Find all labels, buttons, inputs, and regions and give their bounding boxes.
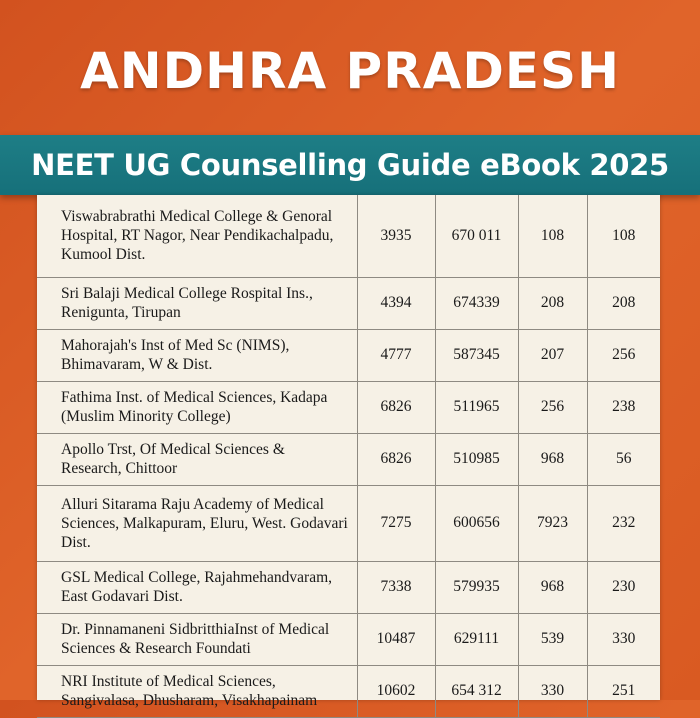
col-d-cell: 251 <box>587 665 660 717</box>
col-d-cell: 330 <box>587 613 660 665</box>
col-b-cell: 629111 <box>435 613 518 665</box>
table-row <box>37 277 660 329</box>
col-c-cell: 256 <box>518 381 587 433</box>
table-row <box>37 613 660 665</box>
table-row <box>37 665 660 717</box>
col-b-cell: 654 312 <box>435 665 518 717</box>
col-c-cell: 207 <box>518 329 587 381</box>
college-name-cell: Apollo Trst, Of Medical Sciences & Research, Chittoor <box>37 433 357 485</box>
col-a-cell: 7338 <box>357 561 435 613</box>
subtitle-banner <box>0 135 700 195</box>
col-a-cell: 10487 <box>357 613 435 665</box>
col-a-cell: 10602 <box>357 665 435 717</box>
col-c-cell: 968 <box>518 561 587 613</box>
col-c-cell: 7923 <box>518 485 587 561</box>
page-title: ANDHRA PRADESH <box>80 42 620 100</box>
col-d-cell: 108 <box>587 195 660 277</box>
college-name-cell: GSL Medical College, Rajahmehandvaram, East Godavari Dist. <box>37 561 357 613</box>
data-table <box>37 195 660 718</box>
col-c-cell: 539 <box>518 613 587 665</box>
col-a-cell: 7275 <box>357 485 435 561</box>
col-b-cell: 674339 <box>435 277 518 329</box>
college-name-cell: Viswabrabrathi Medical College & Genoral Hospital, RT Nagor, Near Pendikachalpadu, Kumool Dist. <box>37 195 357 277</box>
col-b-cell: 579935 <box>435 561 518 613</box>
college-table <box>37 195 660 709</box>
college-name-cell: Alluri Sitarama Raju Academy of Medical Sciences, Malkapuram, Eluru, West. Godavari Dist. <box>37 485 357 561</box>
col-b-cell: 600656 <box>435 485 518 561</box>
table-row <box>37 329 660 381</box>
col-d-cell: 56 <box>587 433 660 485</box>
col-d-cell: 256 <box>587 329 660 381</box>
col-c-cell: 108 <box>518 195 587 277</box>
college-name-cell: NRI Institute of Medical Sciences, Sangivalasa, Dhusharam, Visakhapainam <box>37 665 357 717</box>
banner-title: NEET UG Counselling Guide eBook 2025 <box>31 148 669 182</box>
col-d-cell: 208 <box>587 277 660 329</box>
col-b-cell: 511965 <box>435 381 518 433</box>
col-d-cell: 230 <box>587 561 660 613</box>
col-a-cell: 6826 <box>357 433 435 485</box>
col-c-cell: 208 <box>518 277 587 329</box>
col-a-cell: 4394 <box>357 277 435 329</box>
col-a-cell: 6826 <box>357 381 435 433</box>
college-name-cell: Mahorajah's Inst of Med Sc (NIMS), Bhimavaram, W & Dist. <box>37 329 357 381</box>
table-row <box>37 381 660 433</box>
college-name-cell: Sri Balaji Medical College Rospital Ins., Renigunta, Tirupan <box>37 277 357 329</box>
table-row <box>37 485 660 561</box>
college-name-cell: Dr. Pinnamaneni SidbritthiaInst of Medical Sciences & Research Foundati <box>37 613 357 665</box>
col-b-cell: 670 011 <box>435 195 518 277</box>
college-name-cell: Fathima Inst. of Medical Sciences, Kadapa (Muslim Minority College) <box>37 381 357 433</box>
table-row <box>37 195 660 277</box>
col-b-cell: 587345 <box>435 329 518 381</box>
col-c-cell: 330 <box>518 665 587 717</box>
col-a-cell: 3935 <box>357 195 435 277</box>
table-row <box>37 433 660 485</box>
col-c-cell: 968 <box>518 433 587 485</box>
col-d-cell: 232 <box>587 485 660 561</box>
table-row <box>37 561 660 613</box>
col-d-cell: 238 <box>587 381 660 433</box>
col-b-cell: 510985 <box>435 433 518 485</box>
col-a-cell: 4777 <box>357 329 435 381</box>
